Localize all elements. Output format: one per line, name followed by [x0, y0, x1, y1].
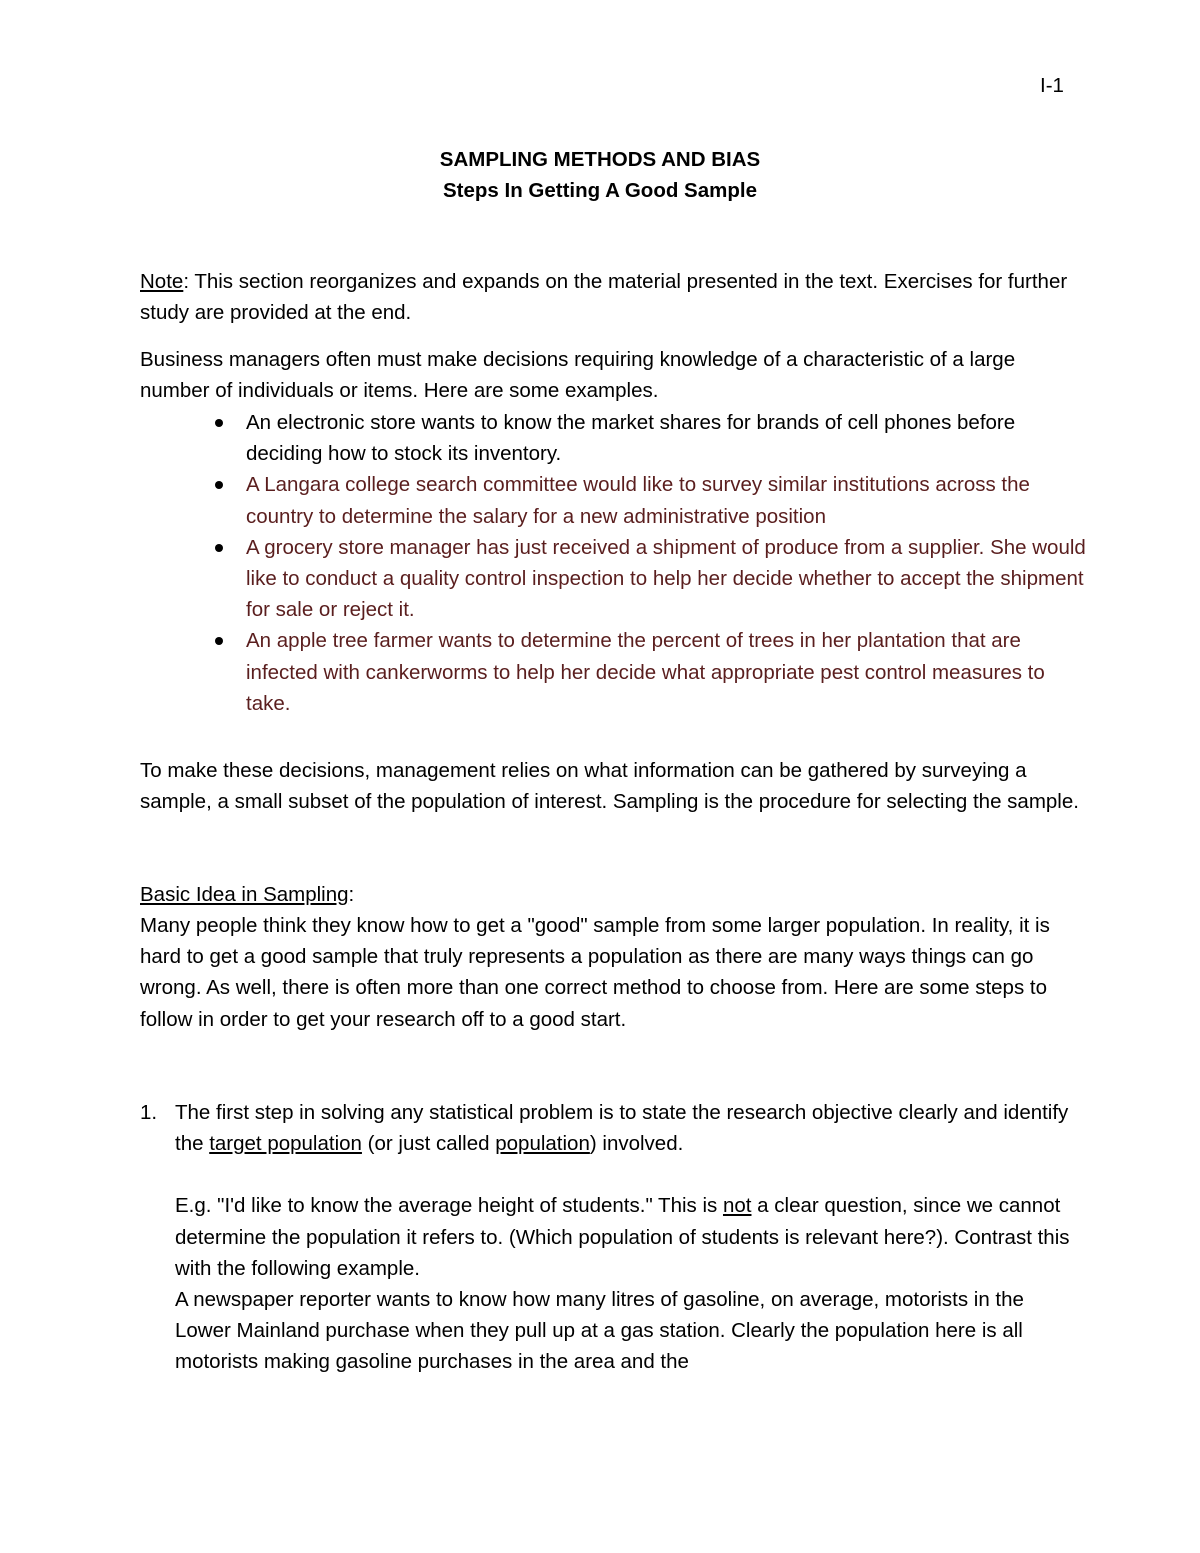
basic-idea-heading: Basic Idea in Sampling [140, 883, 349, 906]
intro-paragraph: Business managers often must make decisions requiring knowledge of a characteristic of a large number of individuals or items. Here are some examples. [140, 348, 1016, 403]
step-example [175, 1190, 1085, 1284]
step-item [140, 1097, 1085, 1378]
steps-list [140, 1097, 1085, 1378]
note-text: : This section reorganizes and expands on the material presented in the text. Exercises for further study are provided at the end. [140, 270, 1068, 325]
example-text: A grocery store manager has just received a shipment of produce from a supplier. She would like to conduct a quality control inspection to help her decide whether to accept the shipment for sale or reject it. [246, 535, 1086, 622]
example-text: An apple tree farmer wants to determine the percent of trees in her plantation that are infected with cankerworms to help her decide what appropriate pest control measures to take. [246, 629, 1045, 715]
example-text-after: a clear question, since we cannot determine the population it refers to. (Which population of students is relevant here?). Contrast this with the following example. [175, 1194, 1070, 1280]
page-number: I-1 [1040, 74, 1064, 97]
reporter-paragraph: A newspaper reporter wants to know how many litres of gasoline, on average, motorists in the Lower Mainland purchase when they pull up at a gas station. Clearly the population here is all motorists making gasoline purchases in the area and the [175, 1288, 1024, 1374]
step-text-middle: (or just called [361, 1132, 496, 1156]
decisions-paragraph: To make these decisions, management relies on what information can be gathered by surveying a sample, a small subset of the population of interest. Sampling is the procedure for selecting the sample. [140, 759, 1079, 814]
basic-idea-body: Many people think they know how to get a "good" sample from some larger population. In reality, it is hard to get a good sample that truly represents a population as there are many ways things can go wrong. As well, there is often more than one correct method to choose from. Here are some steps to follow in order to get your research off to a good start. [140, 914, 1050, 1031]
list-item [210, 532, 1090, 626]
example-text: An electronic store wants to know the market shares for brands of cell phones before deciding how to stock its inventory. [246, 411, 1016, 466]
note-label: Note [140, 270, 184, 293]
example-emphasis: not [722, 1194, 752, 1218]
list-item [210, 625, 1090, 719]
examples-list [210, 407, 1090, 719]
step-number: 1. [140, 1101, 158, 1124]
example-text: A Langara college search committee would like to survey similar institutions across the country to determine the salary for a new administrative position [246, 473, 1030, 528]
title-block [0, 144, 1200, 206]
document-title: SAMPLING METHODS AND BIAS [439, 148, 761, 171]
term-target-population: target population [209, 1132, 362, 1156]
document-subtitle: Steps In Getting A Good Sample [443, 179, 757, 202]
example-text-before: E.g. "I'd like to know the average height of students." This is [175, 1194, 723, 1218]
note-paragraph [140, 266, 1080, 328]
term-population: population [495, 1132, 590, 1156]
list-item [210, 469, 1090, 531]
basic-idea-heading-line [140, 879, 1080, 910]
list-item [210, 407, 1090, 469]
step-statement [175, 1097, 1085, 1159]
basic-idea-colon: : [348, 883, 355, 906]
step-text-before: The first step in solving any statistical problem is to state the research objective clearly and identify the [175, 1101, 1069, 1156]
step-text-after: ) involved. [589, 1132, 684, 1156]
